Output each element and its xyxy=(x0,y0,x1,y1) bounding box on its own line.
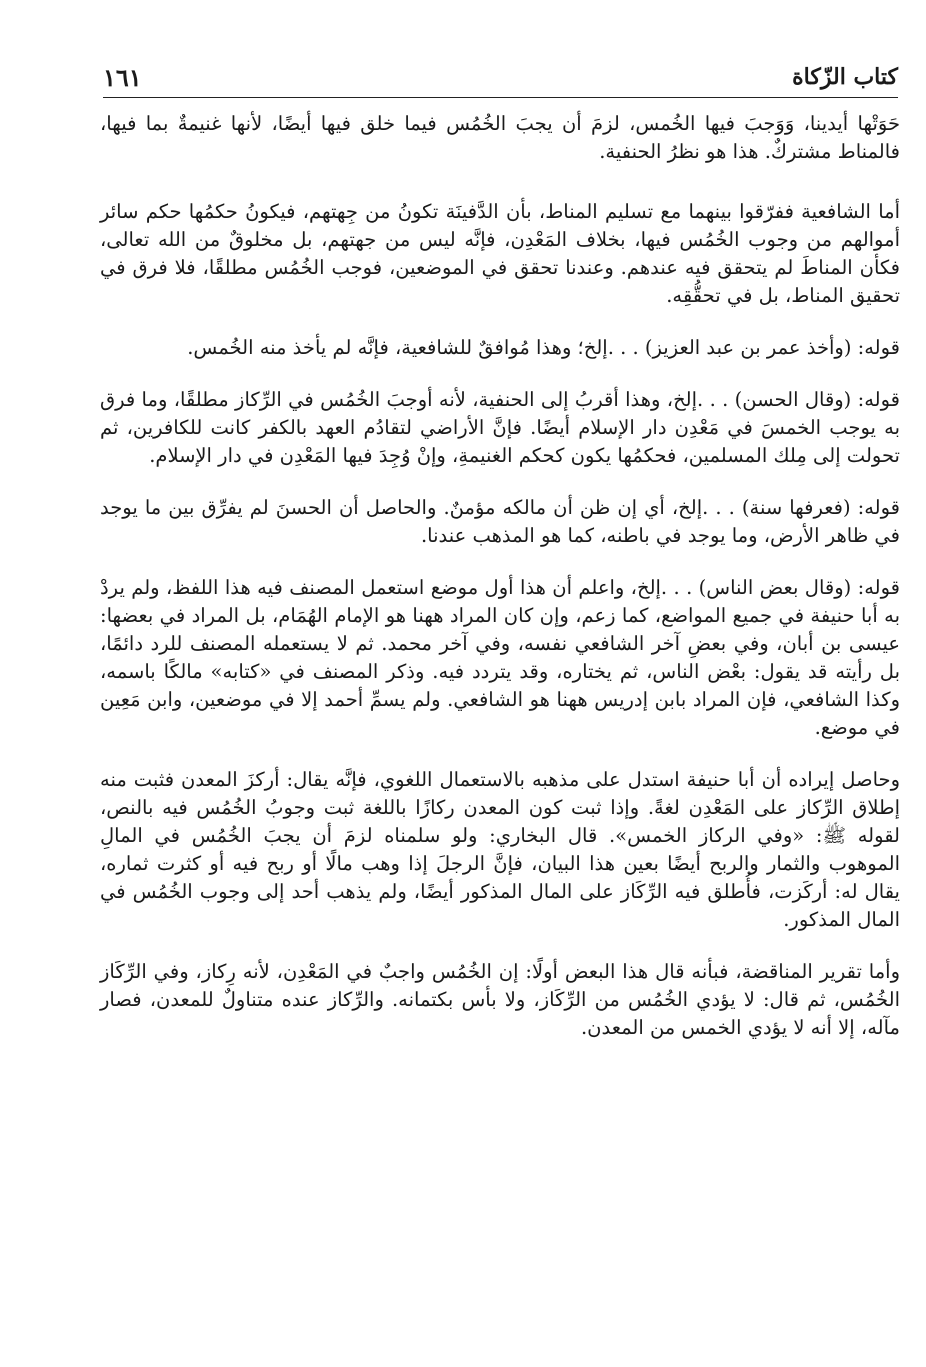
paragraph: حَوَتْها أيدينا، وَوَجبَ فيها الخُمس، لزمَ أن يجبَ الخُمُس فيما خلق فيها أيضًا، لأنها غنيمةٌ بما فيها، فالمناط مشتركٌ. هذا هو نظرُ الحنفية. xyxy=(100,112,900,163)
paragraph: قوله: (وأخذ عمر بن عبد العزيز) . . .إلخ؛ وهذا مُوافقٌ للشافعية، فإنَّه لم يأخذ منه الخُمس. xyxy=(187,336,900,359)
paragraph: وحاصل إيراده أن أبا حنيفة استدل على مذهبه بالاستعمال اللغوي، فإنَّه يقال: أركزَ المعدن فثبت منه إطلاق الرِّكاز على المَعْدِن لغةً. وإذا ثبت كون المعدن ركازًا باللغة ثبت وجوبُ الخُمُس فيه بالنص، لقوله ﷺ: «وفي الركاز الخمس». قال البخاري: ولو سلمناه لزمَ أن يجبَ الخُمُس في المالِ الموهوب والثمار والربح أيضًا بعين هذا البيان، فإنَّ الرجلَ إذا وهب مالًا أو ربح فيه أو كثرت ثماره، يقال له: أركَزت، فأُطلق فيه الرِّكَاز على المال المذكور أيضًا، ولم يذهب أحد إلى وجوب الخُمُس في المال المذكور. xyxy=(100,768,900,931)
running-header xyxy=(103,58,898,96)
page-number: ١٦١ xyxy=(103,62,142,92)
paragraph: وأما تقرير المناقضة، فبأنه قال هذا البعض أولًا: إن الخُمُس واجبٌ في المَعْدِن، لأنه رِكاز، وفي الرِّكَاز الخُمُس، ثم قال: لا يؤدي الخُمُس من الرِّكَاز، ولا بأس بكتمانه. والرِّكاز عنده متناولٌ للمعدن، فصار مآله، إلا أنه لا يؤدي الخمس من المعدن. xyxy=(100,960,900,1039)
paragraph: قوله: (وقال بعض الناس) . . .إلخ، واعلم أن هذا أول موضع استعمل المصنف فيه هذا اللفظ، ولم يردْ به أبا حنيفة في جميع المواضع، كما زعم، وإن كان المراد ههنا هو الإمام الهُمَام، بل المراد في بعضها: عيسى بن أبان، وفي بعضِ آخر الشافعي نفسه، وفي آخر محمد. ثم لا يستعمله المصنف للرد دائمًا، بل رأيته قد يقول: بعْض الناس، ثم يختاره، وقد يتردد فيه. وذكر المصنف في «كتابه» مالكًا باسمه، وكذا الشافعي، فإن المراد بابن إدريس ههنا هو الشافعي. ولم يسمِّ أحمد إلا في موضعين، وابن مَعِين في موضع. xyxy=(100,576,900,739)
main-text xyxy=(100,110,900,1066)
paragraph: قوله: (فعرفها سنة) . . .إلخ، أي إن ظن أن مالكه مؤمنٌ. والحاصل أن الحسنَ لم يفرِّق بين ما يوجد في ظاهر الأرض، وما يوجد في باطنه، كما هو المذهب عندنا. xyxy=(100,496,900,547)
header-rule xyxy=(103,97,898,98)
paragraph: قوله: (وقال الحسن) . . .إلخ، وهذا أقربُ إلى الحنفية، لأنه أوجبَ الخُمُس في الرِّكاز مطلقًا، وما فرق به يوجب الخمسَ في مَعْدِن دار الإسلام أيضًا. فإنَّ الأراضي لتقادُم العهد بالكفر كانت للكافرين، ثم تحولت إلى مِلك المسلمين، فحكمُها يكون كحكم الغنيمةِ، وإنْ وُجِدَ فيها المَعْدِن في دار الإسلام. xyxy=(100,388,900,467)
paragraph: أما الشافعية ففرّقوا بينهما مع تسليم المناط، بأن الدَّفينَة تكونُ من جِهتهم، فيكونُ حكمُها حكم سائر أموالهم من وجوب الخُمُس فيها، بخلاف المَعْدِن، فإنَّه ليس من جهتهم، بل مخلوقٌ من الله تعالى، فكأن المناطَ لم يتحقق فيه عندهم. وعندنا تحقق في الموضعين، فوجب الخُمُس مطلقًا، فلا فرق في تحقيق المناط، بل في تحقُّقِه. xyxy=(100,200,900,307)
book-title: كتاب الزّكاة xyxy=(792,64,898,90)
